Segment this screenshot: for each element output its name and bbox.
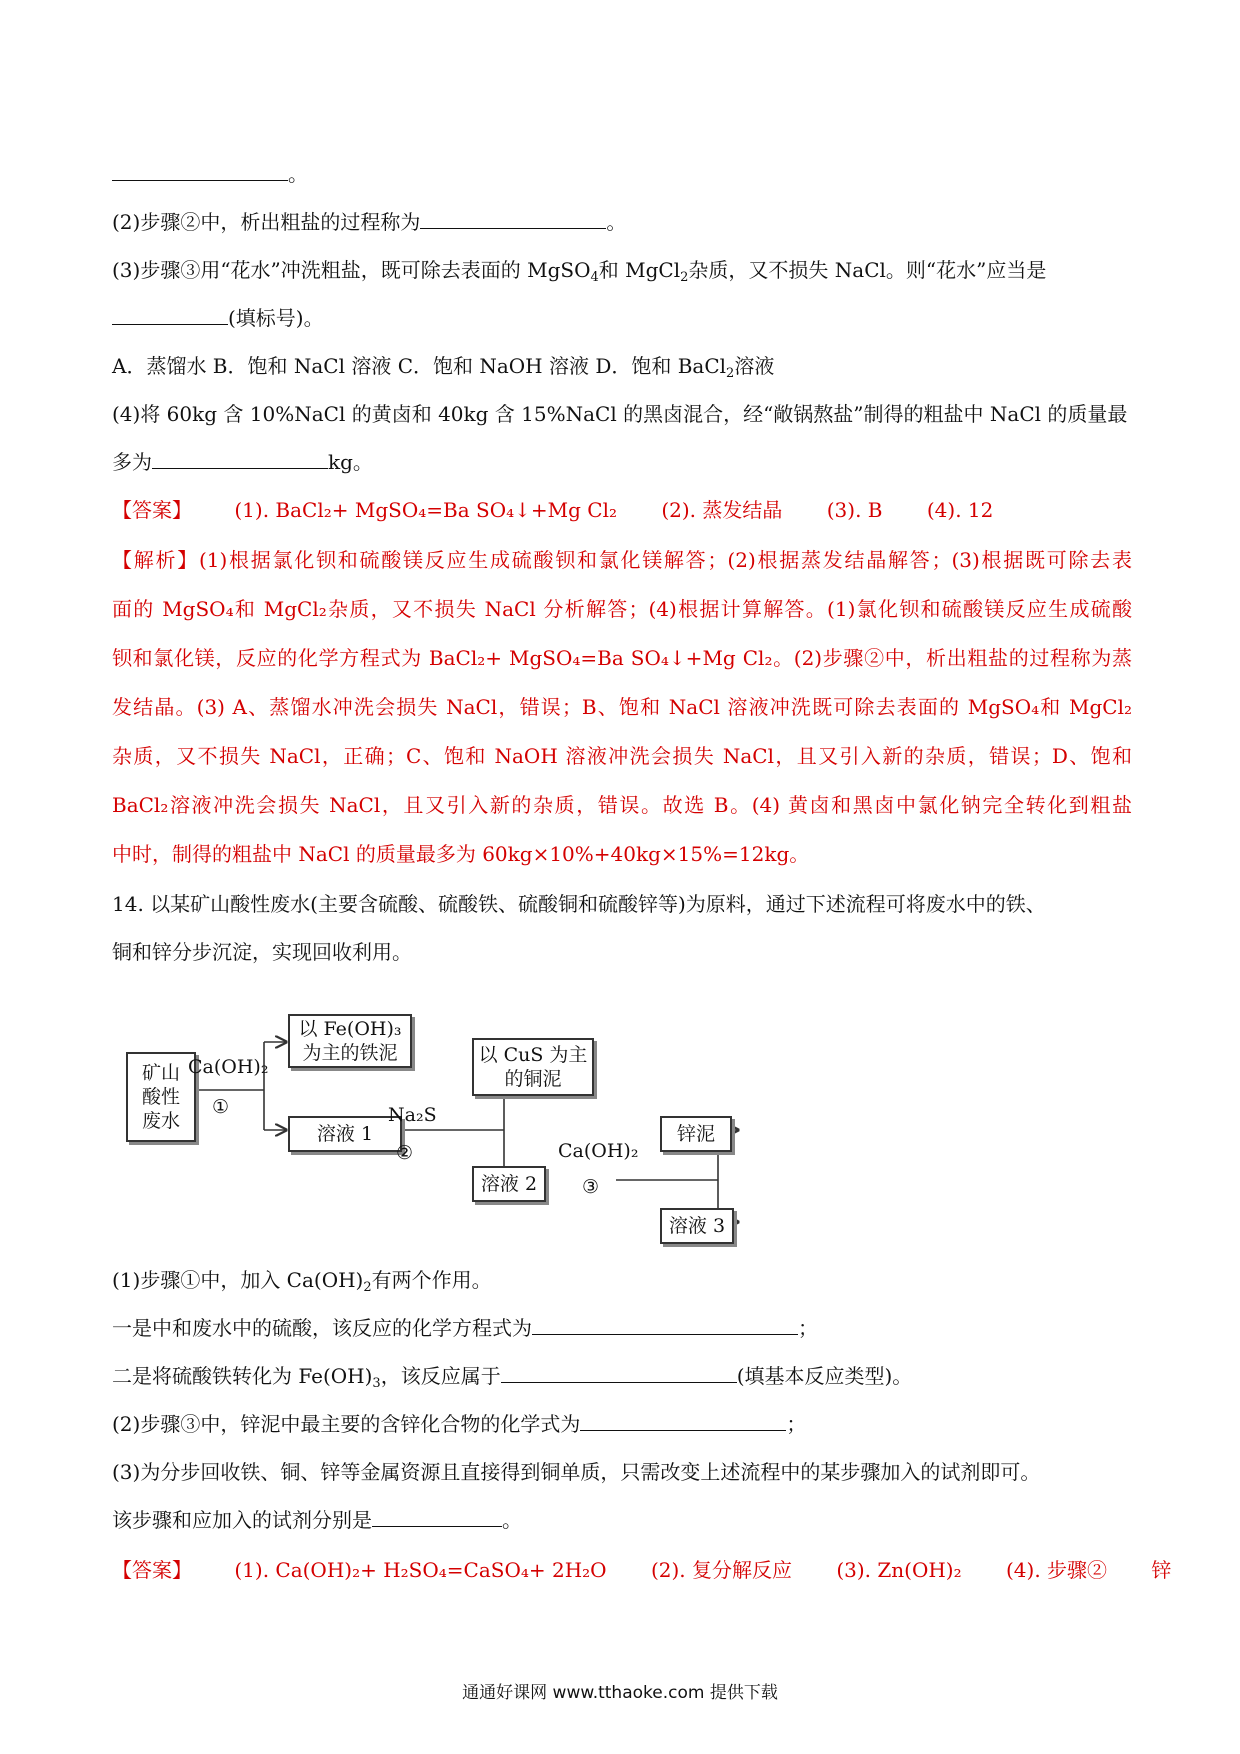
process-flow-diagram (126, 1012, 846, 1252)
q13-options: A．蒸馏水 B．饱和 NaCl 溶液 C．饱和 NaOH 溶液 D．饱和 BaCl$_2$溶液 (112, 354, 775, 381)
zinc-mud-box: 锌泥 (660, 1116, 732, 1152)
source-box: 矿山酸性废水 (126, 1052, 196, 1142)
solution1-box: 溶液 1 (288, 1116, 402, 1152)
q13-analysis-line: 中时，制得的粗盐中 NaCl 的质量最多为 60kg×10%+40kg×15%=12kg。 (112, 842, 810, 866)
solution2-box: 溶液 2 (472, 1166, 546, 1202)
answer-blank (112, 162, 288, 181)
q13-line-blank: 。 (112, 162, 308, 186)
answer-blank (152, 450, 328, 469)
q14-answer: 【答案】 (1). Ca(OH)₂+ H₂SO₄=CaSO₄+ 2H₂O (2). 复分解反应 (3). Zn(OH)₂ (4). 步骤② 锌 (112, 1558, 1172, 1582)
answer-blank (532, 1316, 798, 1335)
q13-part3-fill: (填标号)。 (112, 306, 324, 330)
q13-part4-fill: 多为 kg。 (112, 450, 373, 474)
q13-part3: (3)步骤③用“花水”冲洗粗盐，既可除去表面的 MgSO$_4$和 MgCl$_2$杂质，又不损失 NaCl。则“花水”应当是 (112, 258, 1047, 285)
q14-part3-fill: 该步骤和应加入的试剂分别是 。 (112, 1508, 522, 1532)
q13-part4: (4)将 60kg 含 10%NaCl 的黄卤和 40kg 含 15%NaCl 的黑卤混合，经“敞锅熬盐”制得的粗盐中 NaCl 的质量最 (112, 402, 1128, 426)
step-number: ③ (582, 1176, 600, 1198)
q13-analysis-line: 发结晶。(3) A、蒸馏水冲洗会损失 NaCl，错误；B、饱和 NaCl 溶液冲洗既可除去表面的 MgSO₄和 MgCl₂ (112, 695, 1132, 719)
answer-blank (420, 210, 606, 229)
q13-part2: (2)步骤②中，析出粗盐的过程称为 。 (112, 210, 627, 234)
q14-part2: (2)步骤③中，锌泥中最主要的含锌化合物的化学式为 ； (112, 1412, 807, 1436)
q13-answer: 【答案】 (1). BaCl₂+ MgSO₄=Ba SO₄↓+Mg Cl₂ (2). 蒸发结晶 (3). B (4). 12 (112, 498, 994, 522)
answer-blank (112, 306, 228, 325)
reagent-label: Ca(OH)₂ (188, 1056, 269, 1078)
q13-analysis-line: 杂质，又不损失 NaCl，正确；C、饱和 NaOH 溶液冲洗会损失 NaCl，且又引入新的杂质，错误；D、饱和 (112, 744, 1132, 768)
q14-part3: (3)为分步回收铁、铜、锌等金属资源且直接得到铜单质，只需改变上述流程中的某步骤加入的试剂即可。 (112, 1460, 1041, 1484)
q14-part1-one: 一是中和废水中的硫酸，该反应的化学方程式为 ； (112, 1316, 818, 1340)
q13-analysis-line: BaCl₂溶液冲洗会损失 NaCl，且又引入新的杂质，错误。故选 B。(4) 黄卤和黑卤中氯化钠完全转化到粗盐 (112, 793, 1132, 817)
answer-blank (372, 1508, 502, 1527)
q14-part1: (1)步骤①中，加入 $Ca(OH)_2$有两个作用。 (112, 1268, 492, 1295)
page-footer: 通通好课网 www.tthaoke.com 提供下载 (462, 1683, 778, 1703)
q13-analysis-line: 【解析】(1)根据氯化钡和硫酸镁反应生成硫酸钡和氯化镁解答；(2)根据蒸发结晶解答；(3)根据既可除去表 (112, 548, 1132, 572)
q14-stem: 铜和锌分步沉淀，实现回收利用。 (112, 940, 412, 964)
q13-analysis-line: 钡和氯化镁，反应的化学方程式为 BaCl₂+ MgSO₄=Ba SO₄↓+Mg Cl₂。(2)步骤②中，析出粗盐的过程称为蒸 (112, 646, 1132, 670)
q14-stem: 14. 以某矿山酸性废水(主要含硫酸、硫酸铁、硫酸铜和硫酸锌等)为原料，通过下述流程可将废水中的铁、 (112, 892, 1046, 916)
q13-analysis-line: 面的 MgSO₄和 MgCl₂杂质，又不损失 NaCl 分析解答；(4)根据计算解答。(1)氯化钡和硫酸镁反应生成硫酸 (112, 597, 1132, 621)
answer-blank (501, 1364, 737, 1383)
step-number: ① (212, 1096, 230, 1118)
q14-part1-two: 二是将硫酸铁转化为 $Fe(OH)_3$，该反应属于 (填基本反应类型)。 (112, 1364, 913, 1391)
reagent-label: Na₂S (388, 1104, 437, 1126)
solution3-box: 溶液 3 (660, 1208, 734, 1244)
iron-mud-box: 以 Fe(OH)₃为主的铁泥 (288, 1014, 412, 1068)
copper-mud-box: 以 CuS 为主的铜泥 (472, 1038, 594, 1096)
step-number: ② (396, 1142, 414, 1164)
answer-blank (580, 1412, 786, 1431)
reagent-label: Ca(OH)₂ (558, 1140, 639, 1162)
